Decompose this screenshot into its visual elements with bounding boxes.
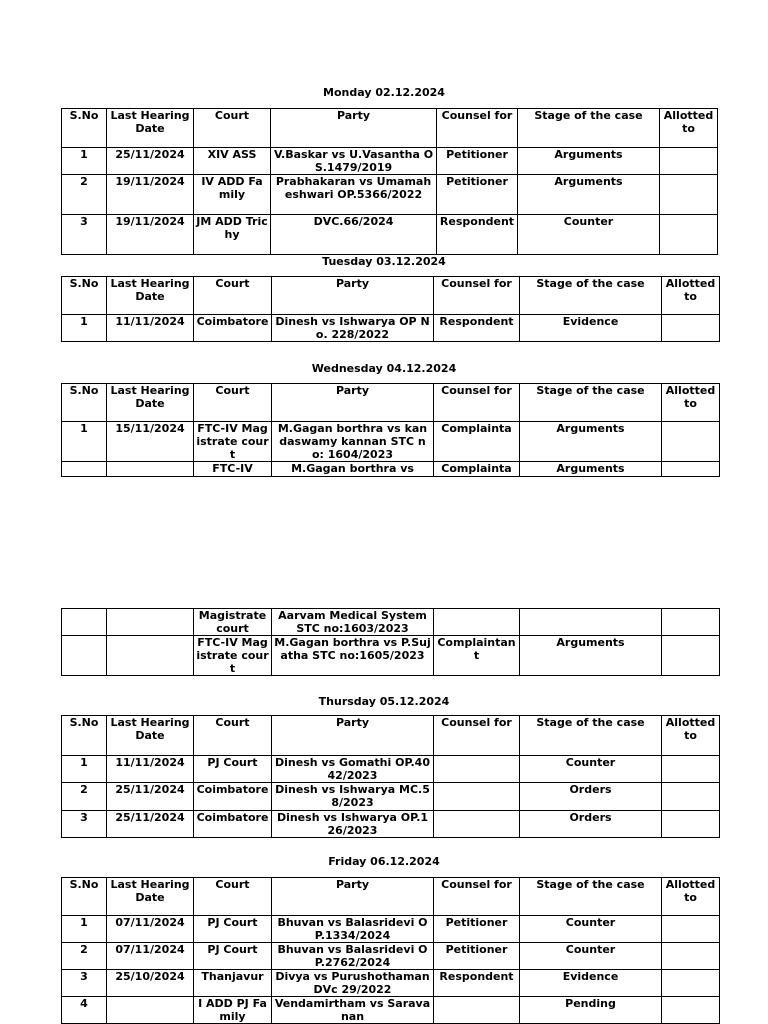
- cell-counsel-for: Petitioner: [434, 916, 520, 943]
- cell-allotted-to: [662, 943, 720, 970]
- cell-last-hearing-date: 11/11/2024: [107, 315, 194, 342]
- header-last-hearing-date: Last Hearing Date: [107, 109, 194, 148]
- cell-allotted-to: [660, 175, 718, 215]
- header-court: Court: [194, 384, 272, 422]
- cell-stage: Evidence: [520, 315, 662, 342]
- cell-sno: 1: [62, 756, 107, 783]
- header-party: Party: [271, 109, 437, 148]
- cell-stage: Counter: [520, 916, 662, 943]
- day-title: Monday 02.12.2024: [323, 86, 445, 99]
- cell-counsel-for: [434, 756, 520, 783]
- cell-sno: [62, 462, 107, 477]
- cell-allotted-to: [660, 215, 718, 255]
- table-row: [62, 916, 720, 943]
- table-header-row: [62, 277, 720, 315]
- cell-allotted-to: [662, 916, 720, 943]
- day-title: Wednesday 04.12.2024: [311, 362, 457, 375]
- header-sno: S.No: [62, 716, 107, 756]
- cell-court: Magistrate court: [194, 609, 272, 636]
- schedule-table: [61, 877, 720, 1024]
- cell-party: Dinesh vs Ishwarya MC.58/2023: [272, 783, 434, 811]
- cell-last-hearing-date: 25/11/2024: [107, 811, 194, 838]
- cell-court: PJ Court: [194, 756, 272, 783]
- table-row: [62, 636, 720, 676]
- cell-court: JM ADD Trichy: [194, 215, 271, 255]
- cell-last-hearing-date: [107, 462, 194, 477]
- header-party: Party: [272, 716, 434, 756]
- cell-stage: Orders: [520, 783, 662, 811]
- header-counsel-for: Counsel for: [434, 716, 520, 756]
- table-row: [62, 462, 720, 477]
- table-row: [62, 970, 720, 997]
- cell-last-hearing-date: [107, 636, 194, 676]
- header-stage: Stage of the case: [520, 878, 662, 916]
- cell-stage: Evidence: [520, 970, 662, 997]
- cell-court: FTC-IV Magistrate court: [194, 422, 272, 462]
- day-title: Thursday 05.12.2024: [318, 695, 450, 708]
- cell-counsel-for: [434, 811, 520, 838]
- header-party: Party: [272, 384, 434, 422]
- cell-party: DVC.66/2024: [271, 215, 437, 255]
- cell-stage: Pending: [520, 997, 662, 1024]
- cell-counsel-for: Complainta: [434, 462, 520, 477]
- cell-party: Bhuvan vs Balasridevi OP.2762/2024: [272, 943, 434, 970]
- cell-stage: Counter: [520, 943, 662, 970]
- header-last-hearing-date: Last Hearing Date: [107, 384, 194, 422]
- header-court: Court: [194, 716, 272, 756]
- cell-stage: Arguments: [520, 462, 662, 477]
- cell-sno: 3: [62, 215, 107, 255]
- cell-sno: 1: [62, 916, 107, 943]
- cell-stage: Counter: [518, 215, 660, 255]
- cell-court: Coimbatore: [194, 315, 272, 342]
- cell-stage: Arguments: [520, 422, 662, 462]
- table-row: [62, 997, 720, 1024]
- table-row: [62, 756, 720, 783]
- header-last-hearing-date: Last Hearing Date: [107, 878, 194, 916]
- cell-allotted-to: [662, 422, 720, 462]
- cell-stage: Arguments: [520, 636, 662, 676]
- table-row: [62, 811, 720, 838]
- header-court: Court: [194, 878, 272, 916]
- cell-party: Dinesh vs Gomathi OP.4042/2023: [272, 756, 434, 783]
- header-allotted-to: Allotted to: [662, 878, 720, 916]
- cell-counsel-for: Respondent: [434, 315, 520, 342]
- header-court: Court: [194, 109, 271, 148]
- header-allotted-to: Allotted to: [662, 716, 720, 756]
- cell-stage: [520, 609, 662, 636]
- header-last-hearing-date: Last Hearing Date: [107, 277, 194, 315]
- cell-court: IV ADD Family: [194, 175, 271, 215]
- cell-last-hearing-date: 19/11/2024: [107, 175, 194, 215]
- cell-allotted-to: [662, 462, 720, 477]
- cell-counsel-for: [434, 783, 520, 811]
- cell-stage: Arguments: [518, 175, 660, 215]
- header-sno: S.No: [62, 384, 107, 422]
- cell-party: Dinesh vs Ishwarya OP.126/2023: [272, 811, 434, 838]
- cell-party: V.Baskar vs U.Vasantha OS.1479/2019: [271, 148, 437, 175]
- cell-counsel-for: Petitioner: [437, 148, 518, 175]
- cell-court: Coimbatore: [194, 811, 272, 838]
- cell-sno: 2: [62, 783, 107, 811]
- cell-court: PJ Court: [194, 943, 272, 970]
- table-row: [62, 175, 718, 215]
- cell-sno: 4: [62, 997, 107, 1024]
- cell-last-hearing-date: 25/11/2024: [107, 783, 194, 811]
- table-header-row: [62, 716, 720, 756]
- header-stage: Stage of the case: [518, 109, 660, 148]
- cell-allotted-to: [662, 756, 720, 783]
- cell-party: Dinesh vs Ishwarya OP No. 228/2022: [272, 315, 434, 342]
- header-counsel-for: Counsel for: [434, 878, 520, 916]
- cell-sno: [62, 609, 107, 636]
- header-allotted-to: Allotted to: [662, 384, 720, 422]
- cell-stage: Orders: [520, 811, 662, 838]
- schedule-table: [61, 715, 720, 838]
- cell-allotted-to: [662, 811, 720, 838]
- table-header-row: [62, 384, 720, 422]
- cell-counsel-for: Petitioner: [434, 943, 520, 970]
- cell-sno: 3: [62, 970, 107, 997]
- cell-party: Divya vs Purushothaman DVc 29/2022: [272, 970, 434, 997]
- cell-party: Prabhakaran vs Umamaheshwari OP.5366/2022: [271, 175, 437, 215]
- cell-last-hearing-date: 07/11/2024: [107, 943, 194, 970]
- cell-court: Coimbatore: [194, 783, 272, 811]
- schedule-table: [61, 108, 718, 255]
- cell-stage: Arguments: [518, 148, 660, 175]
- table-header-row: [62, 878, 720, 916]
- cell-allotted-to: [662, 970, 720, 997]
- header-counsel-for: Counsel for: [434, 384, 520, 422]
- day-title: Friday 06.12.2024: [328, 855, 440, 868]
- schedule-table-continued: [61, 608, 720, 676]
- cell-sno: [62, 636, 107, 676]
- cell-sno: 2: [62, 175, 107, 215]
- cell-counsel-for: [434, 609, 520, 636]
- header-party: Party: [272, 878, 434, 916]
- cell-stage: Counter: [520, 756, 662, 783]
- table-row: [62, 148, 718, 175]
- cell-last-hearing-date: 25/10/2024: [107, 970, 194, 997]
- cell-last-hearing-date: [107, 609, 194, 636]
- cell-allotted-to: [662, 636, 720, 676]
- cell-last-hearing-date: 11/11/2024: [107, 756, 194, 783]
- schedule-table: [61, 276, 720, 342]
- cell-allotted-to: [662, 997, 720, 1024]
- header-court: Court: [194, 277, 272, 315]
- cell-court: I ADD PJ Family: [194, 997, 272, 1024]
- cell-party: Bhuvan vs Balasridevi OP.1334/2024: [272, 916, 434, 943]
- cell-party: Aarvam Medical System STC no:1603/2023: [272, 609, 434, 636]
- cell-court: Thanjavur: [194, 970, 272, 997]
- table-header-row: [62, 109, 718, 148]
- cell-sno: 1: [62, 148, 107, 175]
- cell-sno: 1: [62, 315, 107, 342]
- header-sno: S.No: [62, 109, 107, 148]
- header-party: Party: [272, 277, 434, 315]
- cell-party: M.Gagan borthra vs kandaswamy kannan STC no: 1604/2023: [272, 422, 434, 462]
- cell-counsel-for: Respondent: [434, 970, 520, 997]
- cell-court: FTC-IV Magistrate court: [194, 636, 272, 676]
- cell-last-hearing-date: [107, 997, 194, 1024]
- cell-allotted-to: [660, 148, 718, 175]
- header-last-hearing-date: Last Hearing Date: [107, 716, 194, 756]
- schedule-table: [61, 383, 720, 477]
- header-counsel-for: Counsel for: [437, 109, 518, 148]
- table-row: [62, 215, 718, 255]
- cell-sno: 3: [62, 811, 107, 838]
- cell-court: PJ Court: [194, 916, 272, 943]
- table-row: [62, 943, 720, 970]
- header-counsel-for: Counsel for: [434, 277, 520, 315]
- cell-court: XIV ASS: [194, 148, 271, 175]
- table-row: [62, 315, 720, 342]
- header-sno: S.No: [62, 878, 107, 916]
- cell-last-hearing-date: 25/11/2024: [107, 148, 194, 175]
- cell-sno: 1: [62, 422, 107, 462]
- cell-allotted-to: [662, 315, 720, 342]
- table-row: [62, 783, 720, 811]
- cell-party: M.Gagan borthra vs: [272, 462, 434, 477]
- table-row: [62, 609, 720, 636]
- cell-sno: 2: [62, 943, 107, 970]
- header-stage: Stage of the case: [520, 384, 662, 422]
- cell-party: M.Gagan borthra vs P.Sujatha STC no:1605/2023: [272, 636, 434, 676]
- cell-court: FTC-IV: [194, 462, 272, 477]
- day-title: Tuesday 03.12.2024: [322, 255, 446, 268]
- table-row: [62, 422, 720, 462]
- header-sno: S.No: [62, 277, 107, 315]
- cell-last-hearing-date: 19/11/2024: [107, 215, 194, 255]
- cell-last-hearing-date: 07/11/2024: [107, 916, 194, 943]
- header-allotted-to: Allotted to: [660, 109, 718, 148]
- cell-counsel-for: Petitioner: [437, 175, 518, 215]
- cell-counsel-for: [434, 997, 520, 1024]
- cell-allotted-to: [662, 783, 720, 811]
- cell-counsel-for: Respondent: [437, 215, 518, 255]
- cell-counsel-for: Complainta: [434, 422, 520, 462]
- cell-allotted-to: [662, 609, 720, 636]
- header-stage: Stage of the case: [520, 277, 662, 315]
- cell-party: Vendamirtham vs Saravanan: [272, 997, 434, 1024]
- cell-counsel-for: Complaintant: [434, 636, 520, 676]
- header-stage: Stage of the case: [520, 716, 662, 756]
- header-allotted-to: Allotted to: [662, 277, 720, 315]
- cell-last-hearing-date: 15/11/2024: [107, 422, 194, 462]
